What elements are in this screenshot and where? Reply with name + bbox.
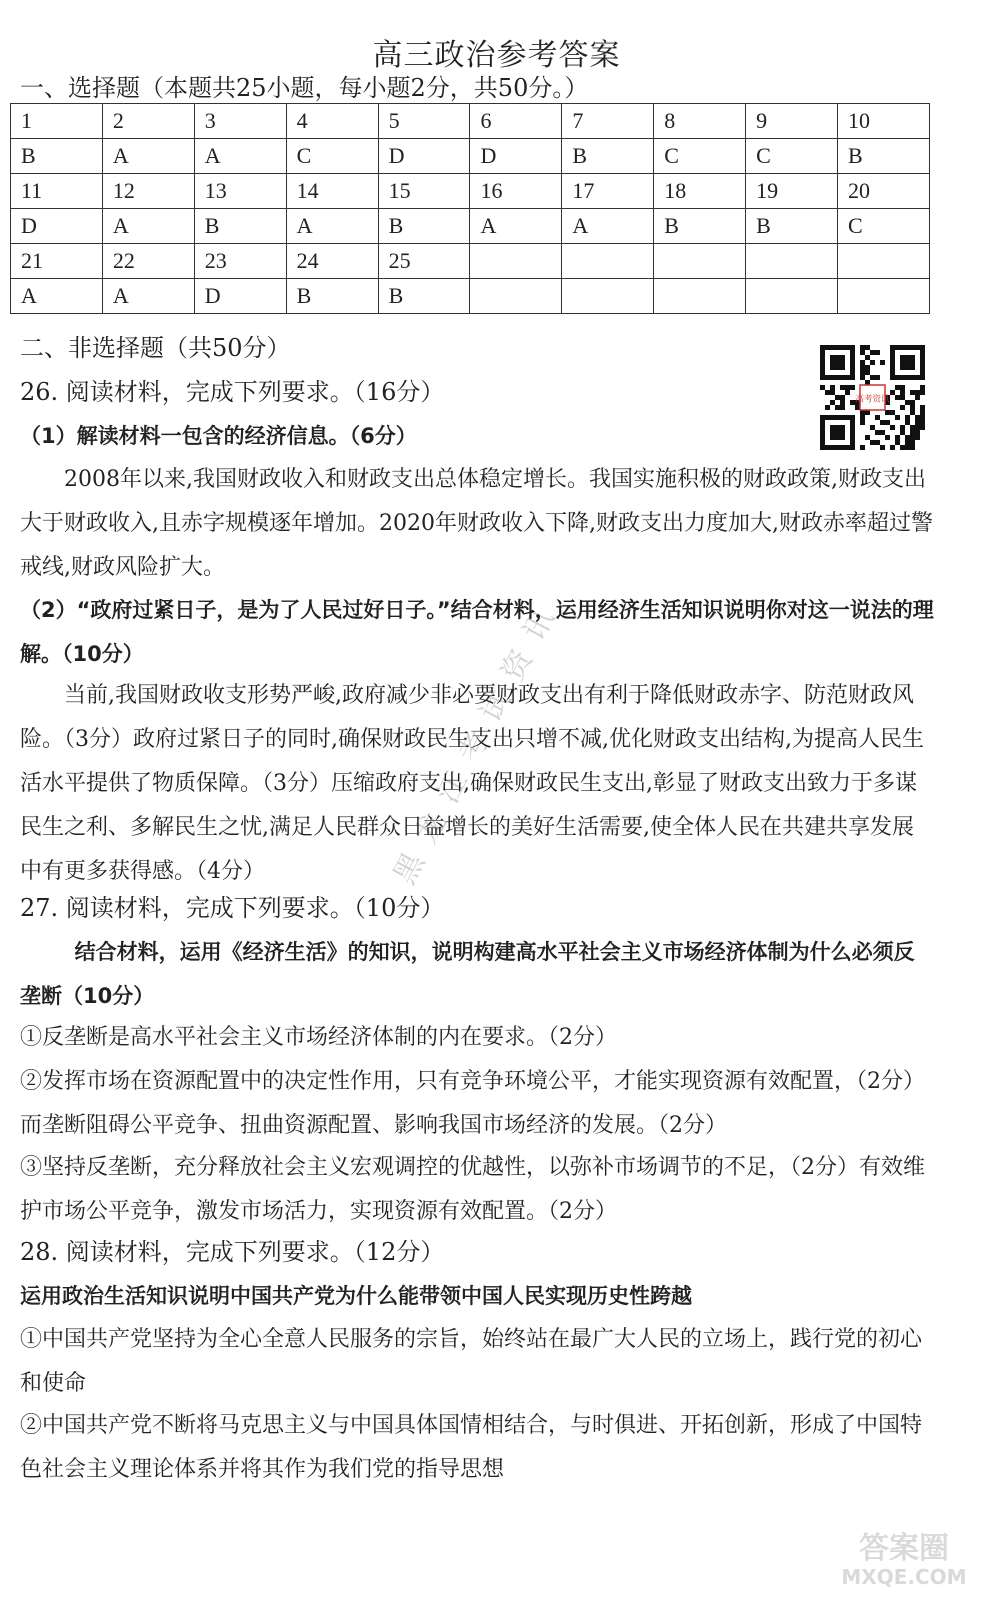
question-number-cell: 1 <box>11 104 103 139</box>
question-number-cell: 19 <box>746 174 838 209</box>
question-number-cell: 25 <box>378 244 470 279</box>
answer-cell: A <box>102 279 194 314</box>
answer-cell: A <box>11 279 103 314</box>
site-logo <box>829 1520 979 1590</box>
answer-cell: B <box>654 209 746 244</box>
answer-cell: B <box>562 139 654 174</box>
question-number-cell: 3 <box>194 104 286 139</box>
section-2-heading: 二、非选择题（共50分） <box>20 334 291 362</box>
answer-table-row <box>11 139 930 174</box>
question-number-cell: 20 <box>838 174 930 209</box>
answer-cell: B <box>378 279 470 314</box>
question-number-cell: 11 <box>11 174 103 209</box>
answer-cell: C <box>654 139 746 174</box>
question-number-cell: 22 <box>102 244 194 279</box>
question-number-cell: 23 <box>194 244 286 279</box>
page-title: 高三政治参考答案 <box>372 38 621 73</box>
svg-text:答案圈: 答案圈 <box>859 1531 949 1566</box>
answer-cell <box>562 279 654 314</box>
question-number-cell: 18 <box>654 174 746 209</box>
question-number-cell: 6 <box>470 104 562 139</box>
qr-label: 高考资讯 <box>855 394 890 405</box>
q28-prompt: 运用政治生活知识说明中国共产党为什么能带领中国人民实现历史性跨越 <box>20 1284 692 1308</box>
q27-point2: ②发挥市场在资源配置中的决定性作用，只有竞争环境公平，才能实现资源有效配置，（2分）而垄断阻碍公平竞争、扭曲资源配置、影响我国市场经济的发展。（2分） <box>20 1069 926 1138</box>
question-number-cell: 14 <box>286 174 378 209</box>
question-number-cell <box>470 244 562 279</box>
q26-answer2: 当前,我国财政收支形势严峻,政府减少非必要财政支出有利于降低财政赤字、防范财政风险。（3分）政府过紧日子的同时,确保财政民生支出只增不减,优化财政支出结构,为提高人民生活水平提供了物质保障。（3分）压缩政府支出,确保财政民生支出,彰显了财政支出致力于多谋民生之利、多解民生之忧,满足人民群众日益增长的美好生活需要,使全体人民在共建共享发展中有更多获得感。（4分） <box>20 683 924 884</box>
question-number-cell: 8 <box>654 104 746 139</box>
question-number-cell <box>562 244 654 279</box>
answer-cell: B <box>286 279 378 314</box>
q27-point3: ③坚持反垄断，充分释放社会主义宏观调控的优越性，以弥补市场调节的不足，（2分）有效维护市场公平竞争，激发市场活力，实现资源有效配置。（2分） <box>20 1155 926 1224</box>
answer-cell: A <box>194 139 286 174</box>
answer-cell: A <box>286 209 378 244</box>
answer-cell: B <box>838 139 930 174</box>
question-number-cell <box>654 244 746 279</box>
answer-cell: D <box>11 209 103 244</box>
section-1-heading: 一、选择题（本题共25小题，每小题2分，共50分。） <box>20 74 589 102</box>
answer-cell <box>654 279 746 314</box>
answer-cell <box>838 279 930 314</box>
answer-cell: B <box>11 139 103 174</box>
answer-cell: C <box>838 209 930 244</box>
q28-header: 28. 阅读材料，完成下列要求。（12分） <box>20 1238 445 1266</box>
answer-cell: B <box>194 209 286 244</box>
q26-sub1: （1）解读材料一包含的经济信息。（6分） <box>20 424 417 448</box>
answer-cell: A <box>102 139 194 174</box>
q27-point1: ①反垄断是高水平社会主义市场经济体制的内在要求。（2分） <box>20 1025 617 1050</box>
question-number-cell: 16 <box>470 174 562 209</box>
answer-cell: C <box>286 139 378 174</box>
q28-point1: ①中国共产党坚持为全心全意人民服务的宗旨，始终站在最广大人民的立场上，践行党的初心和使命 <box>20 1327 923 1396</box>
answer-cell: C <box>746 139 838 174</box>
answer-cell: D <box>378 139 470 174</box>
question-number-cell: 2 <box>102 104 194 139</box>
question-number-cell: 9 <box>746 104 838 139</box>
answer-cell <box>746 279 838 314</box>
question-number-cell: 5 <box>378 104 470 139</box>
question-number-cell: 15 <box>378 174 470 209</box>
answer-cell: A <box>102 209 194 244</box>
answer-table <box>10 103 930 314</box>
q26-sub2: （2）“政府过紧日子，是为了人民过好日子。”结合材料，运用经济生活知识说明你对这一说法的理解。（10分） <box>20 598 934 666</box>
q26-answer1: 2008年以来,我国财政收入和财政支出总体稳定增长。我国实施积极的财政政策,财政支出大于财政收入,且赤字规模逐年增加。2020年财政收入下降,财政支出力度加大,财政赤率超过警戒线,财政风险扩大。 <box>20 467 933 580</box>
watermark: 黑龙江考试资讯 <box>387 589 570 891</box>
answer-table-row <box>11 174 930 209</box>
question-number-cell: 7 <box>562 104 654 139</box>
question-number-cell: 13 <box>194 174 286 209</box>
question-number-cell <box>746 244 838 279</box>
q28-point2: ②中国共产党不断将马克思主义与中国具体国情相结合，与时俱进、开拓创新，形成了中国特色社会主义理论体系并将其作为我们党的指导思想 <box>20 1413 923 1482</box>
answer-table-row <box>11 279 930 314</box>
q27-prompt: 结合材料，运用《经济生活》的知识，说明构建高水平社会主义市场经济体制为什么必须反垄断（10分） <box>20 940 915 1008</box>
answer-cell: B <box>378 209 470 244</box>
question-number-cell: 17 <box>562 174 654 209</box>
answer-cell: D <box>470 139 562 174</box>
svg-text:MXQE.COM: MXQE.COM <box>841 1565 967 1589</box>
answer-table-row <box>11 104 930 139</box>
question-number-cell: 24 <box>286 244 378 279</box>
question-number-cell: 4 <box>286 104 378 139</box>
answer-cell <box>470 279 562 314</box>
question-number-cell: 12 <box>102 174 194 209</box>
answer-cell: A <box>562 209 654 244</box>
answer-cell: B <box>746 209 838 244</box>
answer-table-row <box>11 209 930 244</box>
question-number-cell <box>838 244 930 279</box>
answer-cell: A <box>470 209 562 244</box>
question-number-cell: 21 <box>11 244 103 279</box>
q26-header: 26. 阅读材料，完成下列要求。（16分） <box>20 378 445 406</box>
q27-header: 27. 阅读材料，完成下列要求。（10分） <box>20 894 445 922</box>
answer-cell: D <box>194 279 286 314</box>
answer-table-row <box>11 244 930 279</box>
question-number-cell: 10 <box>838 104 930 139</box>
